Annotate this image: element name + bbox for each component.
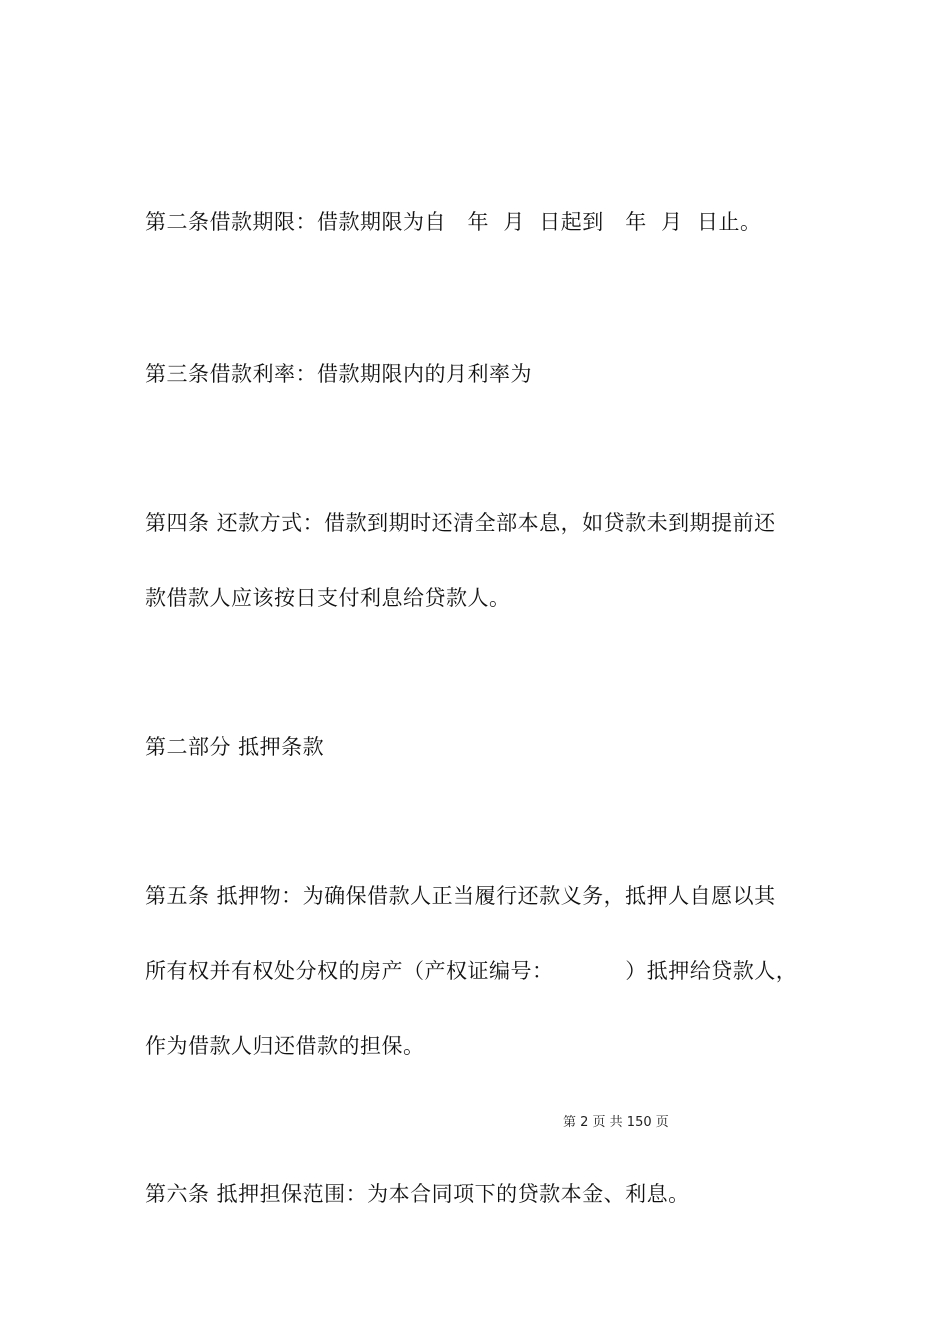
- clause-2-loan-term: 第二条借款期限：借款期限为自 年 月 日起到 年 月 日止。: [145, 210, 762, 234]
- clause-4-repayment-line-2: 款借款人应该按日支付利息给贷款人。: [145, 586, 511, 610]
- clause-3-interest-rate: 第三条借款利率：借款期限内的月利率为: [145, 362, 532, 386]
- clause-5-collateral-line-2: 所有权并有权处分权的房产（产权证编号： ）抵押给贷款人，: [145, 959, 798, 983]
- section-heading-part-2: 第二部分 抵押条款: [145, 735, 325, 759]
- page-number-footer: 第 2 页 共 150 页: [563, 1115, 669, 1130]
- clause-5-collateral-line-1: 第五条 抵押物：为确保借款人正当履行还款义务，抵押人自愿以其: [145, 884, 776, 908]
- clause-6-guarantee-scope: 第六条 抵押担保范围：为本合同项下的贷款本金、利息。: [145, 1182, 690, 1206]
- clause-5-collateral-line-3: 作为借款人归还借款的担保。: [145, 1034, 425, 1058]
- clause-4-repayment-line-1: 第四条 还款方式：借款到期时还清全部本息，如贷款未到期提前还: [145, 511, 776, 535]
